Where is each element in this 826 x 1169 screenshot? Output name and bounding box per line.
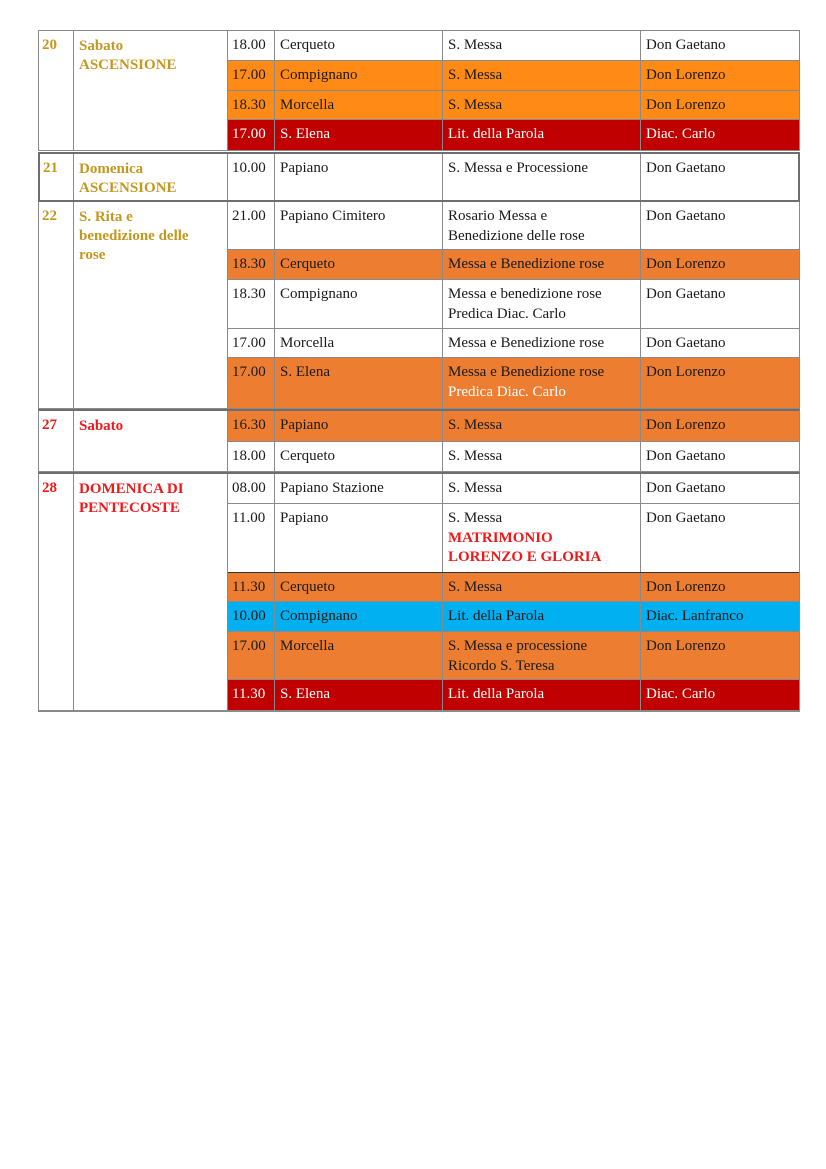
time-cell: 18.30 [228,280,275,328]
day-number: 20 [39,31,74,150]
celebrant-cell: Diac. Carlo [646,126,716,142]
schedule-row [228,680,799,710]
day-label-line: benedizione delle [79,228,189,244]
event-line: S. Messa [448,417,503,433]
event-line: Benedizione delle rose [448,227,585,244]
time-cell: 17.00 [228,61,275,90]
place-cell: Papiano Stazione [275,474,443,503]
event-line: Predica Diac. Carlo [448,383,566,400]
time-cell: 17.00 [228,329,275,357]
event-cell [443,411,641,441]
time-cell: 16.30 [228,411,275,441]
place-cell: Cerqueto [275,250,443,279]
place-cell: Morcella [275,632,443,679]
celebrant-cell: Don Gaetano [646,208,726,224]
event-line: S. Messa [448,67,503,83]
celebrant-cell: Don Gaetano [646,335,726,351]
celebrant-cell: Don Lorenzo [646,417,726,433]
schedule-row [228,154,798,200]
schedule-table [38,30,800,712]
event-line: S. Messa [448,579,503,595]
time-cell: 18.00 [228,442,275,471]
schedule-row [228,61,799,91]
event-line: S. Messa [448,480,503,496]
event-line: Messa e Benedizione rose [448,335,605,351]
schedule-row [228,602,799,632]
event-cell [443,329,641,357]
event-line: Lit. della Parola [448,608,545,624]
time-cell: 11.30 [228,573,275,601]
event-line: Messa e Benedizione rose [448,256,605,272]
time-cell: 11.30 [228,680,275,710]
event-cell [443,504,641,572]
time-cell: 17.00 [228,120,275,150]
place-cell: Papiano [275,411,443,441]
event-cell [443,31,641,60]
wedding-note: LORENZO E GLORIA [448,549,602,565]
place-cell: Compignano [275,602,443,631]
place-cell: Morcella [275,91,443,119]
time-cell: 17.00 [228,358,275,408]
event-line: Lit. della Parola [448,126,545,142]
event-line: S. Messa [448,510,503,526]
time-cell: 10.00 [228,602,275,631]
place-cell: Compignano [275,61,443,90]
day-group-27 [38,409,800,472]
celebrant-cell: Don Lorenzo [646,67,726,83]
event-cell [443,91,641,119]
day-label [74,202,228,408]
celebrant-cell: Don Lorenzo [646,579,726,595]
day-label-line: PENTECOSTE [79,500,180,516]
day-label-line: DOMENICA DI [79,481,184,497]
day-group-28 [38,472,800,712]
event-cell [443,573,641,601]
day-label-line: rose [79,247,106,263]
day-group-21 [38,152,800,202]
celebrant-cell: Don Gaetano [646,480,726,496]
celebrant-cell: Don Gaetano [646,286,726,302]
celebrant-cell: Don Gaetano [646,510,726,526]
celebrant-cell: Diac. Lanfranco [646,608,744,624]
event-line: Rosario Messa e [448,208,548,224]
event-cell [443,358,641,408]
place-cell: S. Elena [275,358,443,408]
schedule-row [228,411,799,442]
day-label [74,31,228,150]
celebrant-cell: Don Lorenzo [646,256,726,272]
day-label [74,411,228,471]
day-label-line: ASCENSIONE [79,180,177,196]
day-number: 28 [39,474,74,710]
event-cell [443,602,641,631]
day-number: 21 [40,154,74,200]
event-cell [443,202,641,249]
schedule-row [228,329,799,358]
place-cell: Papiano [275,504,443,572]
time-cell: 10.00 [228,154,275,200]
time-cell: 17.00 [228,632,275,679]
event-cell [443,61,641,90]
event-line: Messa e benedizione rose [448,286,602,302]
time-cell: 21.00 [228,202,275,249]
time-cell: 11.00 [228,504,275,572]
place-cell: Papiano [275,154,443,200]
event-cell [443,280,641,328]
day-label-line: Sabato [79,38,124,54]
time-cell: 18.30 [228,91,275,119]
day-group-22 [38,202,800,409]
event-cell [443,442,641,471]
schedule-row [228,202,799,250]
place-cell: Cerqueto [275,31,443,60]
event-line: Lit. della Parola [448,686,545,702]
event-line: Ricordo S. Teresa [448,657,555,674]
schedule-row [228,504,799,573]
celebrant-cell: Don Lorenzo [646,97,726,113]
event-cell [443,680,641,710]
schedule-row [228,31,799,61]
day-label [74,474,228,710]
event-line: S. Messa [448,448,503,464]
schedule-row [228,120,799,150]
schedule-row [228,632,799,680]
event-cell [443,474,641,503]
celebrant-cell: Don Gaetano [646,37,726,53]
place-cell: Compignano [275,280,443,328]
event-cell [443,632,641,679]
day-label-line: Sabato [79,418,124,434]
time-cell: 18.00 [228,31,275,60]
schedule-row [228,573,799,602]
place-cell: Cerqueto [275,573,443,601]
day-number: 27 [39,411,74,471]
event-line: S. Messa e processione [448,638,588,654]
celebrant-cell: Don Lorenzo [646,638,726,654]
event-cell [443,120,641,150]
schedule-row [228,442,799,471]
time-cell: 18.30 [228,250,275,279]
event-line: S. Messa [448,37,503,53]
schedule-row [228,358,799,408]
day-label [74,154,228,200]
place-cell: Cerqueto [275,442,443,471]
schedule-row [228,474,799,504]
place-cell: Papiano Cimitero [275,202,443,249]
place-cell: Morcella [275,329,443,357]
schedule-row [228,280,799,329]
day-label-line: ASCENSIONE [79,57,177,73]
day-label-line: S. Rita e [79,209,133,225]
day-label-line: Domenica [79,161,144,177]
wedding-note: MATRIMONIO [448,529,553,546]
place-cell: S. Elena [275,120,443,150]
schedule-row [228,91,799,120]
event-line: Predica Diac. Carlo [448,305,566,322]
celebrant-cell: Don Gaetano [646,160,726,176]
schedule-row [228,250,799,280]
celebrant-cell: Don Gaetano [646,448,726,464]
event-line: S. Messa [448,97,503,113]
event-line: S. Messa e Processione [448,160,588,176]
time-cell: 08.00 [228,474,275,503]
event-cell [443,154,641,200]
day-number: 22 [39,202,74,408]
day-group-20 [38,30,800,151]
place-cell: S. Elena [275,680,443,710]
celebrant-cell: Don Lorenzo [646,364,726,380]
celebrant-cell: Diac. Carlo [646,686,716,702]
event-cell [443,250,641,279]
event-line: Messa e Benedizione rose [448,364,605,380]
